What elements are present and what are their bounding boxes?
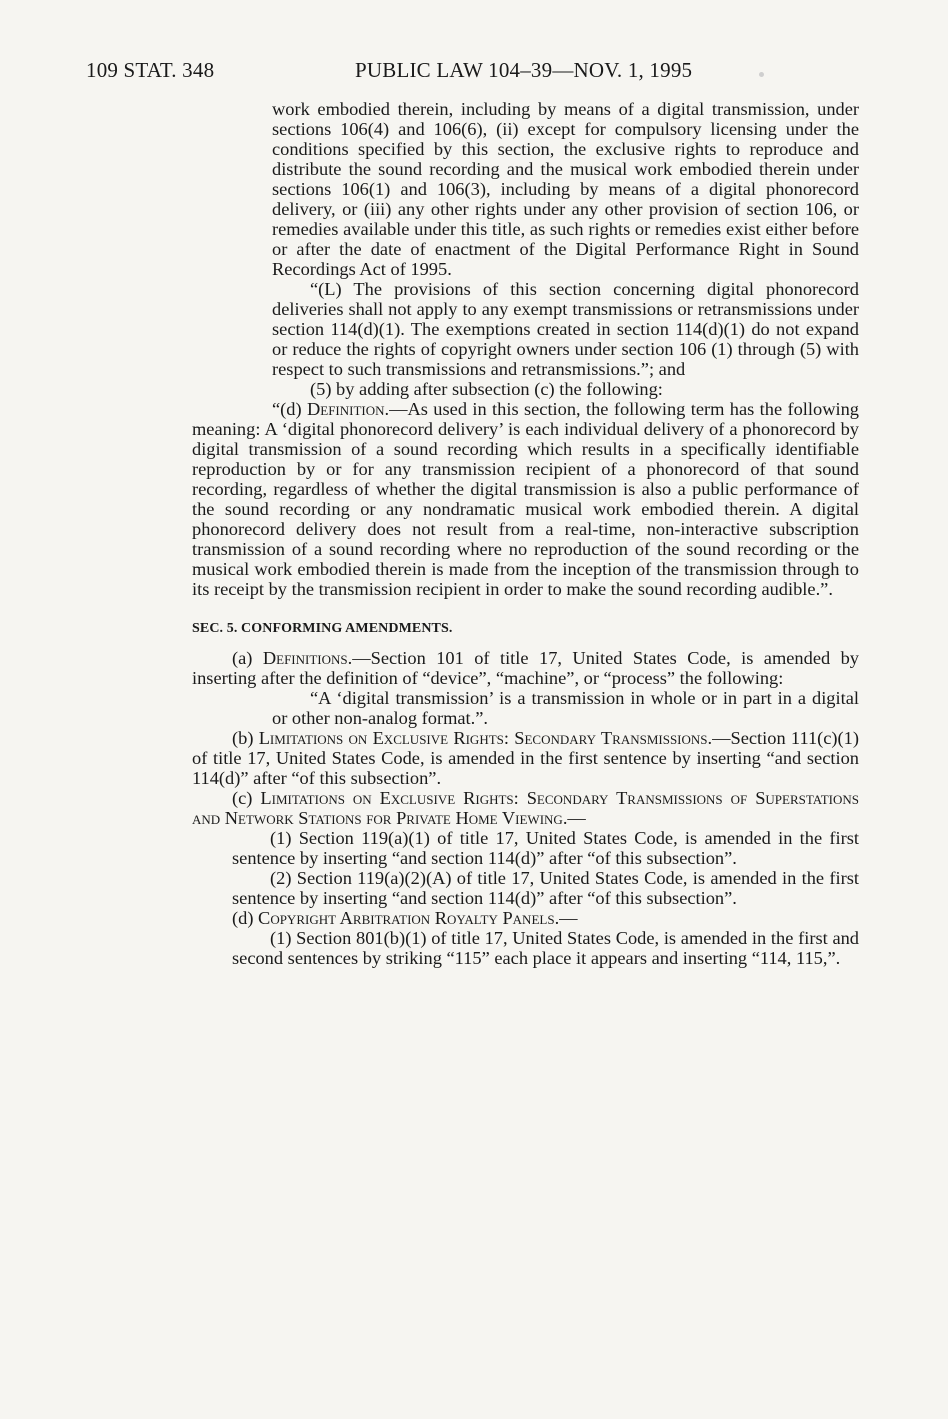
subsection-b-text: .—Section 111(c)(1) of title 17, United States Code, is amended in the first sentence by inserting “and section 114(d)” after “of this subsection”.	[192, 728, 860, 788]
subsection-b-heading: Limitations on Exclusive Rights: Secondary Transmissions	[258, 728, 708, 748]
subsection-c	[192, 788, 859, 828]
definition-lead: “(d)	[272, 399, 307, 419]
public-law-citation: PUBLIC LAW 104–39—NOV. 1, 1995	[355, 58, 693, 82]
paragraph-5: (5) by adding after subsection (c) the following:	[310, 379, 663, 399]
running-header	[86, 58, 846, 88]
subsection-a-lead: (a)	[232, 648, 263, 668]
definition-paragraph	[192, 399, 859, 599]
subsection-c-heading: Limitations on Exclusive Rights: Secondary Transmissions of Superstations and Network Stations for Private Home Viewing	[192, 788, 859, 828]
subsection-c-2: (2) Section 119(a)(2)(A) of title 17, United States Code, is amended in the first sentence by inserting “and section 114(d)” after “of this subsection”.	[232, 868, 859, 908]
paragraph-continuation: work embodied therein, including by means of a digital transmission, under sections 106(4) and 106(6), (ii) except for compulsory licensing under the conditions specified by this section, the exclusive rights to reproduce and distribute the sound recording and the musical work embodied therein under sections 106(1) and 106(3), including by means of a digital phonorecord delivery, or (iii) any other rights under any other provision of section 106, or remedies available under this title, as such rights or remedies exist either before or after the date of enactment of the Digital Performance Right in Sound Recordings Act of 1995.	[272, 99, 859, 279]
subsection-d-heading: Copyright Arbitration Royalty Panels	[258, 908, 555, 928]
subsection-d-text: .—	[554, 908, 578, 928]
section-heading: SEC. 5. CONFORMING AMENDMENTS.	[192, 621, 453, 636]
subsection-d	[192, 908, 859, 928]
subsection-d-1: (1) Section 801(b)(1) of title 17, United States Code, is amended in the first and second sentences by striking “115” each place it appears and inserting “114, 115,”.	[232, 928, 859, 968]
subsection-a-text: .—Section 101 of title 17, United States Code, is amended by inserting after the definition of “device”, “machine”, or “process” the following:	[192, 648, 859, 688]
subsection-a-heading: Definitions	[262, 648, 348, 668]
subsection-c-1: (1) Section 119(a)(1) of title 17, United States Code, is amended in the first sentence by inserting “and section 114(d)” after “of this subsection”.	[232, 828, 859, 868]
subsection-b-lead: (b)	[232, 728, 259, 748]
subsection-a-quote: “A ‘digital transmission’ is a transmission in whole or in part in a digital or other non-analog format.”.	[272, 688, 859, 728]
subsection-d-lead: (d)	[232, 908, 259, 928]
stat-page-number: 109 STAT. 348	[86, 58, 215, 82]
subsection-c-lead: (c)	[232, 788, 261, 808]
scan-speck	[759, 72, 764, 77]
subsection-a	[192, 648, 859, 688]
definition-heading: Definition	[306, 399, 385, 419]
subsection-b	[192, 728, 859, 788]
paragraph-L: “(L) The provisions of this section concerning digital phonorecord deliveries shall not apply to any exempt transmissions or retransmissions under section 114(d)(1). The exemptions created in section 114(d)(1) do not expand or reduce the rights of copyright owners under section 106 (1) through (5) with respect to such transmissions and retransmissions.”; and	[272, 279, 859, 379]
subsection-c-text: .—	[562, 808, 586, 828]
definition-text: .—As used in this section, the following term has the following meaning: A ‘digital phonorecord delivery’ is each individual delivery of a phonorecord by digital transmission of a sound recording which results in a specifically identifiable reproduction by or for any transmission recipient of a phonorecord of that sound recording, regardless of whether the digital transmission is also a public performance of the sound recording or any nondramatic musical work embodied therein. A digital phonorecord delivery does not result from a real-time, non-interactive subscription transmission of a sound recording where no reproduction of the sound recording or the musical work embodied therein is made from the inception of the transmission through to its receipt by the transmission recipient in order to make the sound recording audible.”.	[192, 399, 859, 599]
body-text	[192, 99, 860, 968]
